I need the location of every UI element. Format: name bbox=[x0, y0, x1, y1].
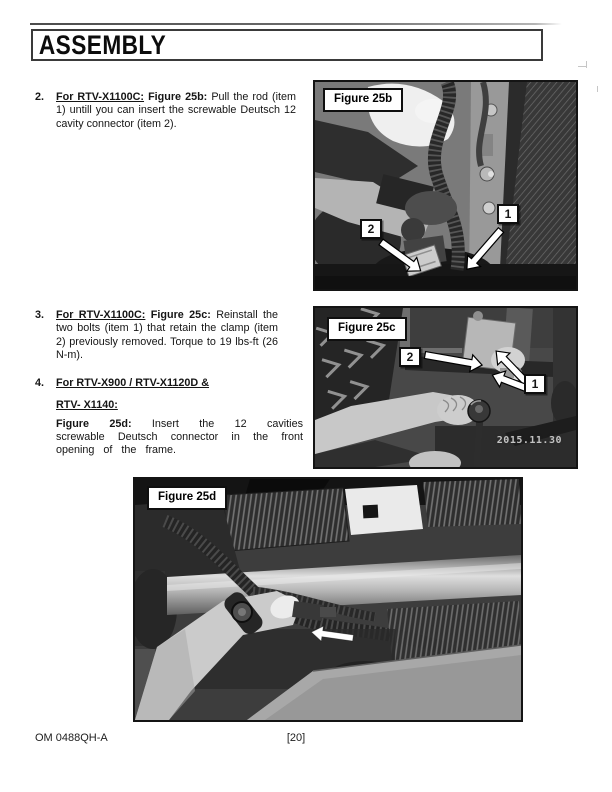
figure-25b-label: Figure 25b bbox=[323, 88, 403, 112]
callout-1: 1 bbox=[497, 204, 519, 224]
document-number: OM 0488QH-A bbox=[35, 732, 108, 744]
figure-25d-scene bbox=[135, 479, 521, 720]
step-4-number: 4. bbox=[35, 377, 45, 389]
figure-reference: Figure 25d: bbox=[56, 417, 132, 430]
instruction-text: Pull the rod (item 1) untill you can insert the screwable Deutsch 12 cavity connector (item 2). bbox=[56, 91, 296, 130]
figure-reference: Figure 25c: bbox=[150, 309, 211, 321]
instruction-paragraph bbox=[56, 418, 303, 458]
instruction-text: Insert the 12 cavities screwable Deutsch connector in the front opening of the frame. bbox=[56, 417, 303, 457]
figure-25d-label: Figure 25d bbox=[147, 486, 227, 510]
step-3-number: 3. bbox=[35, 309, 45, 321]
scan-artifact bbox=[597, 86, 598, 92]
figure-reference: Figure 25b: bbox=[148, 91, 208, 103]
step-2-number: 2. bbox=[35, 91, 45, 103]
frame-and-clamp bbox=[405, 308, 576, 381]
figure-25c-photo bbox=[313, 306, 578, 469]
figure-25c-label: Figure 25c bbox=[327, 317, 407, 341]
model-reference-line2: RTV- X1140: bbox=[56, 399, 118, 412]
model-reference: For RTV-X1100C: bbox=[56, 309, 146, 321]
instruction-text: Reinstall the two bolts (item 1) that retain the clamp (item 2) previously removed. Torque to 19 lbs-ft (26 N-m). bbox=[56, 309, 278, 361]
page-number: [20] bbox=[286, 732, 306, 744]
model-reference: For RTV-X1100C: bbox=[56, 91, 145, 103]
callout-1: 1 bbox=[524, 374, 546, 394]
section-title-box bbox=[31, 29, 543, 61]
figure-25d-photo bbox=[133, 477, 523, 722]
step-3-text bbox=[56, 309, 278, 362]
figure-25b-photo bbox=[313, 80, 578, 291]
figure-25b-scene bbox=[315, 82, 576, 289]
callout-2: 2 bbox=[360, 219, 382, 239]
callout-2: 2 bbox=[399, 347, 421, 367]
camera-timestamp: 2015.11.30 bbox=[496, 435, 562, 446]
top-rule bbox=[30, 23, 562, 25]
step-4-text bbox=[56, 377, 303, 457]
model-reference-line1: For RTV-X900 / RTV-X1120D & bbox=[56, 377, 210, 389]
page-title: ASSEMBLY bbox=[38, 30, 167, 60]
bottom-shadow bbox=[315, 276, 576, 289]
step-2-text bbox=[56, 91, 296, 131]
scan-artifact bbox=[586, 61, 587, 68]
